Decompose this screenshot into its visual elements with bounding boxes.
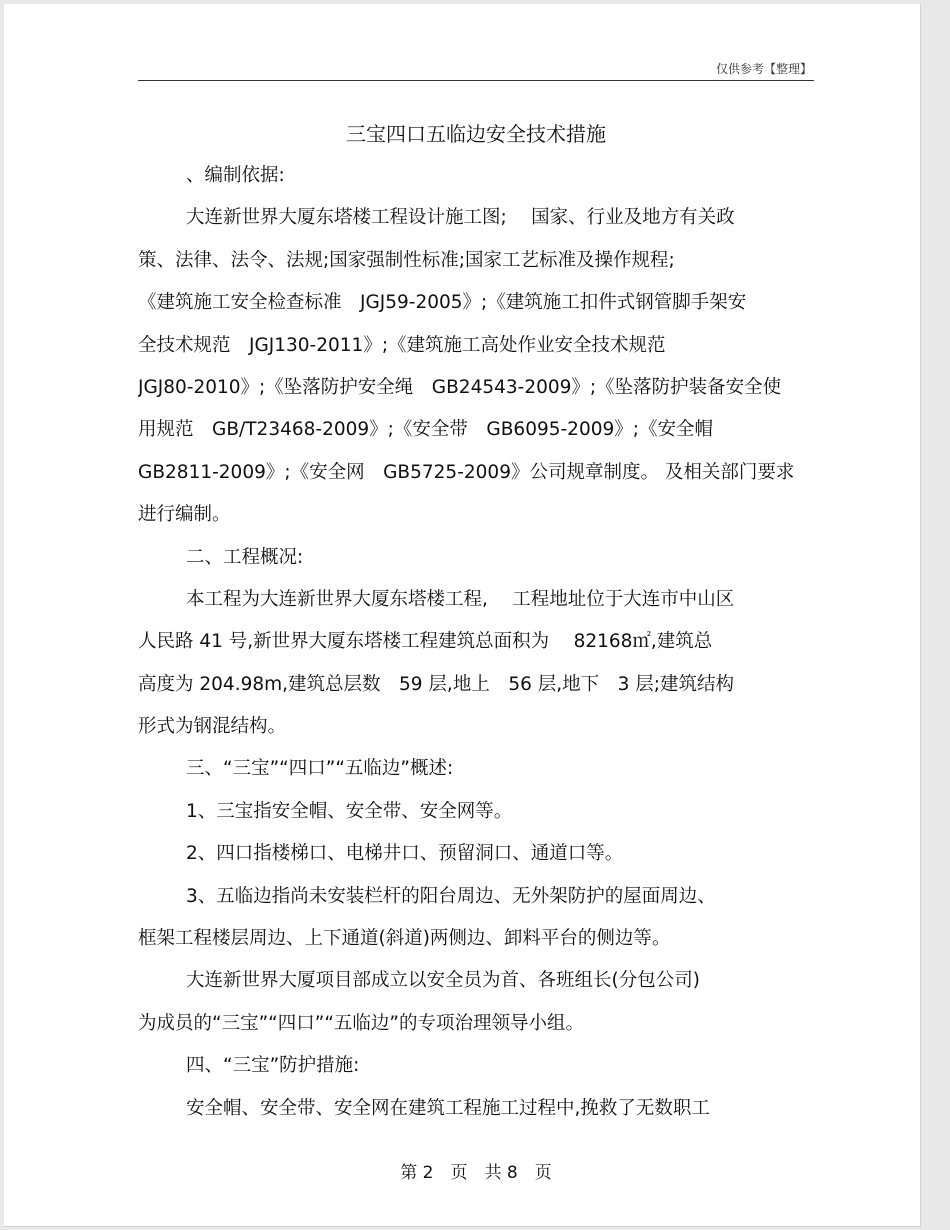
text-line: 、编制依据:	[186, 165, 285, 186]
text-line: GB2811-2009》;《安全网 GB5725-2009》公司规章制度。 及相关部门要求	[138, 461, 795, 483]
text-line: 四、“三宝”防护措施:	[186, 1055, 360, 1077]
text-line: 用规范 GB/T23468-2009》;《安全带 GB6095-2009》;《安全帽	[138, 419, 714, 441]
text-line: 三、“三宝”“四口”“五临边”概述:	[186, 758, 454, 780]
header-note: 仅供参考【整理】	[715, 62, 812, 76]
document-title: 三宝四口五临边安全技术措施	[346, 122, 606, 146]
text-line: 2、四口指楼梯口、电梯井口、预留洞口、通道口等。	[186, 843, 624, 865]
text-line: 策、法律、法令、法规;国家强制性标准;国家工艺标准及操作规程;	[138, 249, 675, 271]
text-line: 1、三宝指安全帽、安全带、安全网等。	[186, 800, 513, 822]
text-line: 《建筑施工安全检查标准 JGJ59-2005》;《建筑施工扣件式钢管脚手架安	[138, 292, 747, 314]
text-line: JGJ80-2010》;《坠落防护安全绳 GB24543-2009》;《坠落防护装备安全使	[138, 376, 782, 398]
page-footer: 第 2 页 共 8 页	[400, 1163, 552, 1183]
text-line: 人民路 41 号,新世界大厦东塔楼工程建筑总面积为 82168㎡,建筑总	[138, 631, 713, 653]
text-line: 形式为钢混结构。	[138, 716, 287, 738]
text-line: 安全帽、安全带、安全网在建筑工程施工过程中,挽救了无数职工	[186, 1097, 710, 1119]
text-line: 高度为 204.98m,建筑总层数 59 层,地上 56 层,地下 3 层;建筑结构	[138, 673, 735, 695]
document-body	[138, 155, 814, 1130]
page-header	[138, 56, 814, 81]
text-line: 大连新世界大厦东塔楼工程设计施工图; 国家、行业及地方有关政	[186, 207, 735, 229]
text-line: 框架工程楼层周边、上下通道(斜道)两侧边、卸料平台的侧边等。	[138, 928, 671, 950]
document-page	[4, 4, 921, 1227]
text-line: 全技术规范 JGJ130-2011》;《建筑施工高处作业安全技术规范	[138, 334, 666, 356]
text-line: 为成员的“三宝”“四口”“五临边”的专项治理领导小组。	[138, 1012, 585, 1034]
text-line: 大连新世界大厦项目部成立以安全员为首、各班组长(分包公司)	[186, 970, 700, 992]
text-line: 本工程为大连新世界大厦东塔楼工程, 工程地址位于大连市中山区	[186, 588, 735, 610]
text-line: 3、五临边指尚未安装栏杆的阳台周边、无外架防护的屋面周边、	[186, 885, 716, 907]
text-line: 进行编制。	[138, 504, 231, 526]
text-line: 二、工程概况:	[186, 546, 304, 568]
